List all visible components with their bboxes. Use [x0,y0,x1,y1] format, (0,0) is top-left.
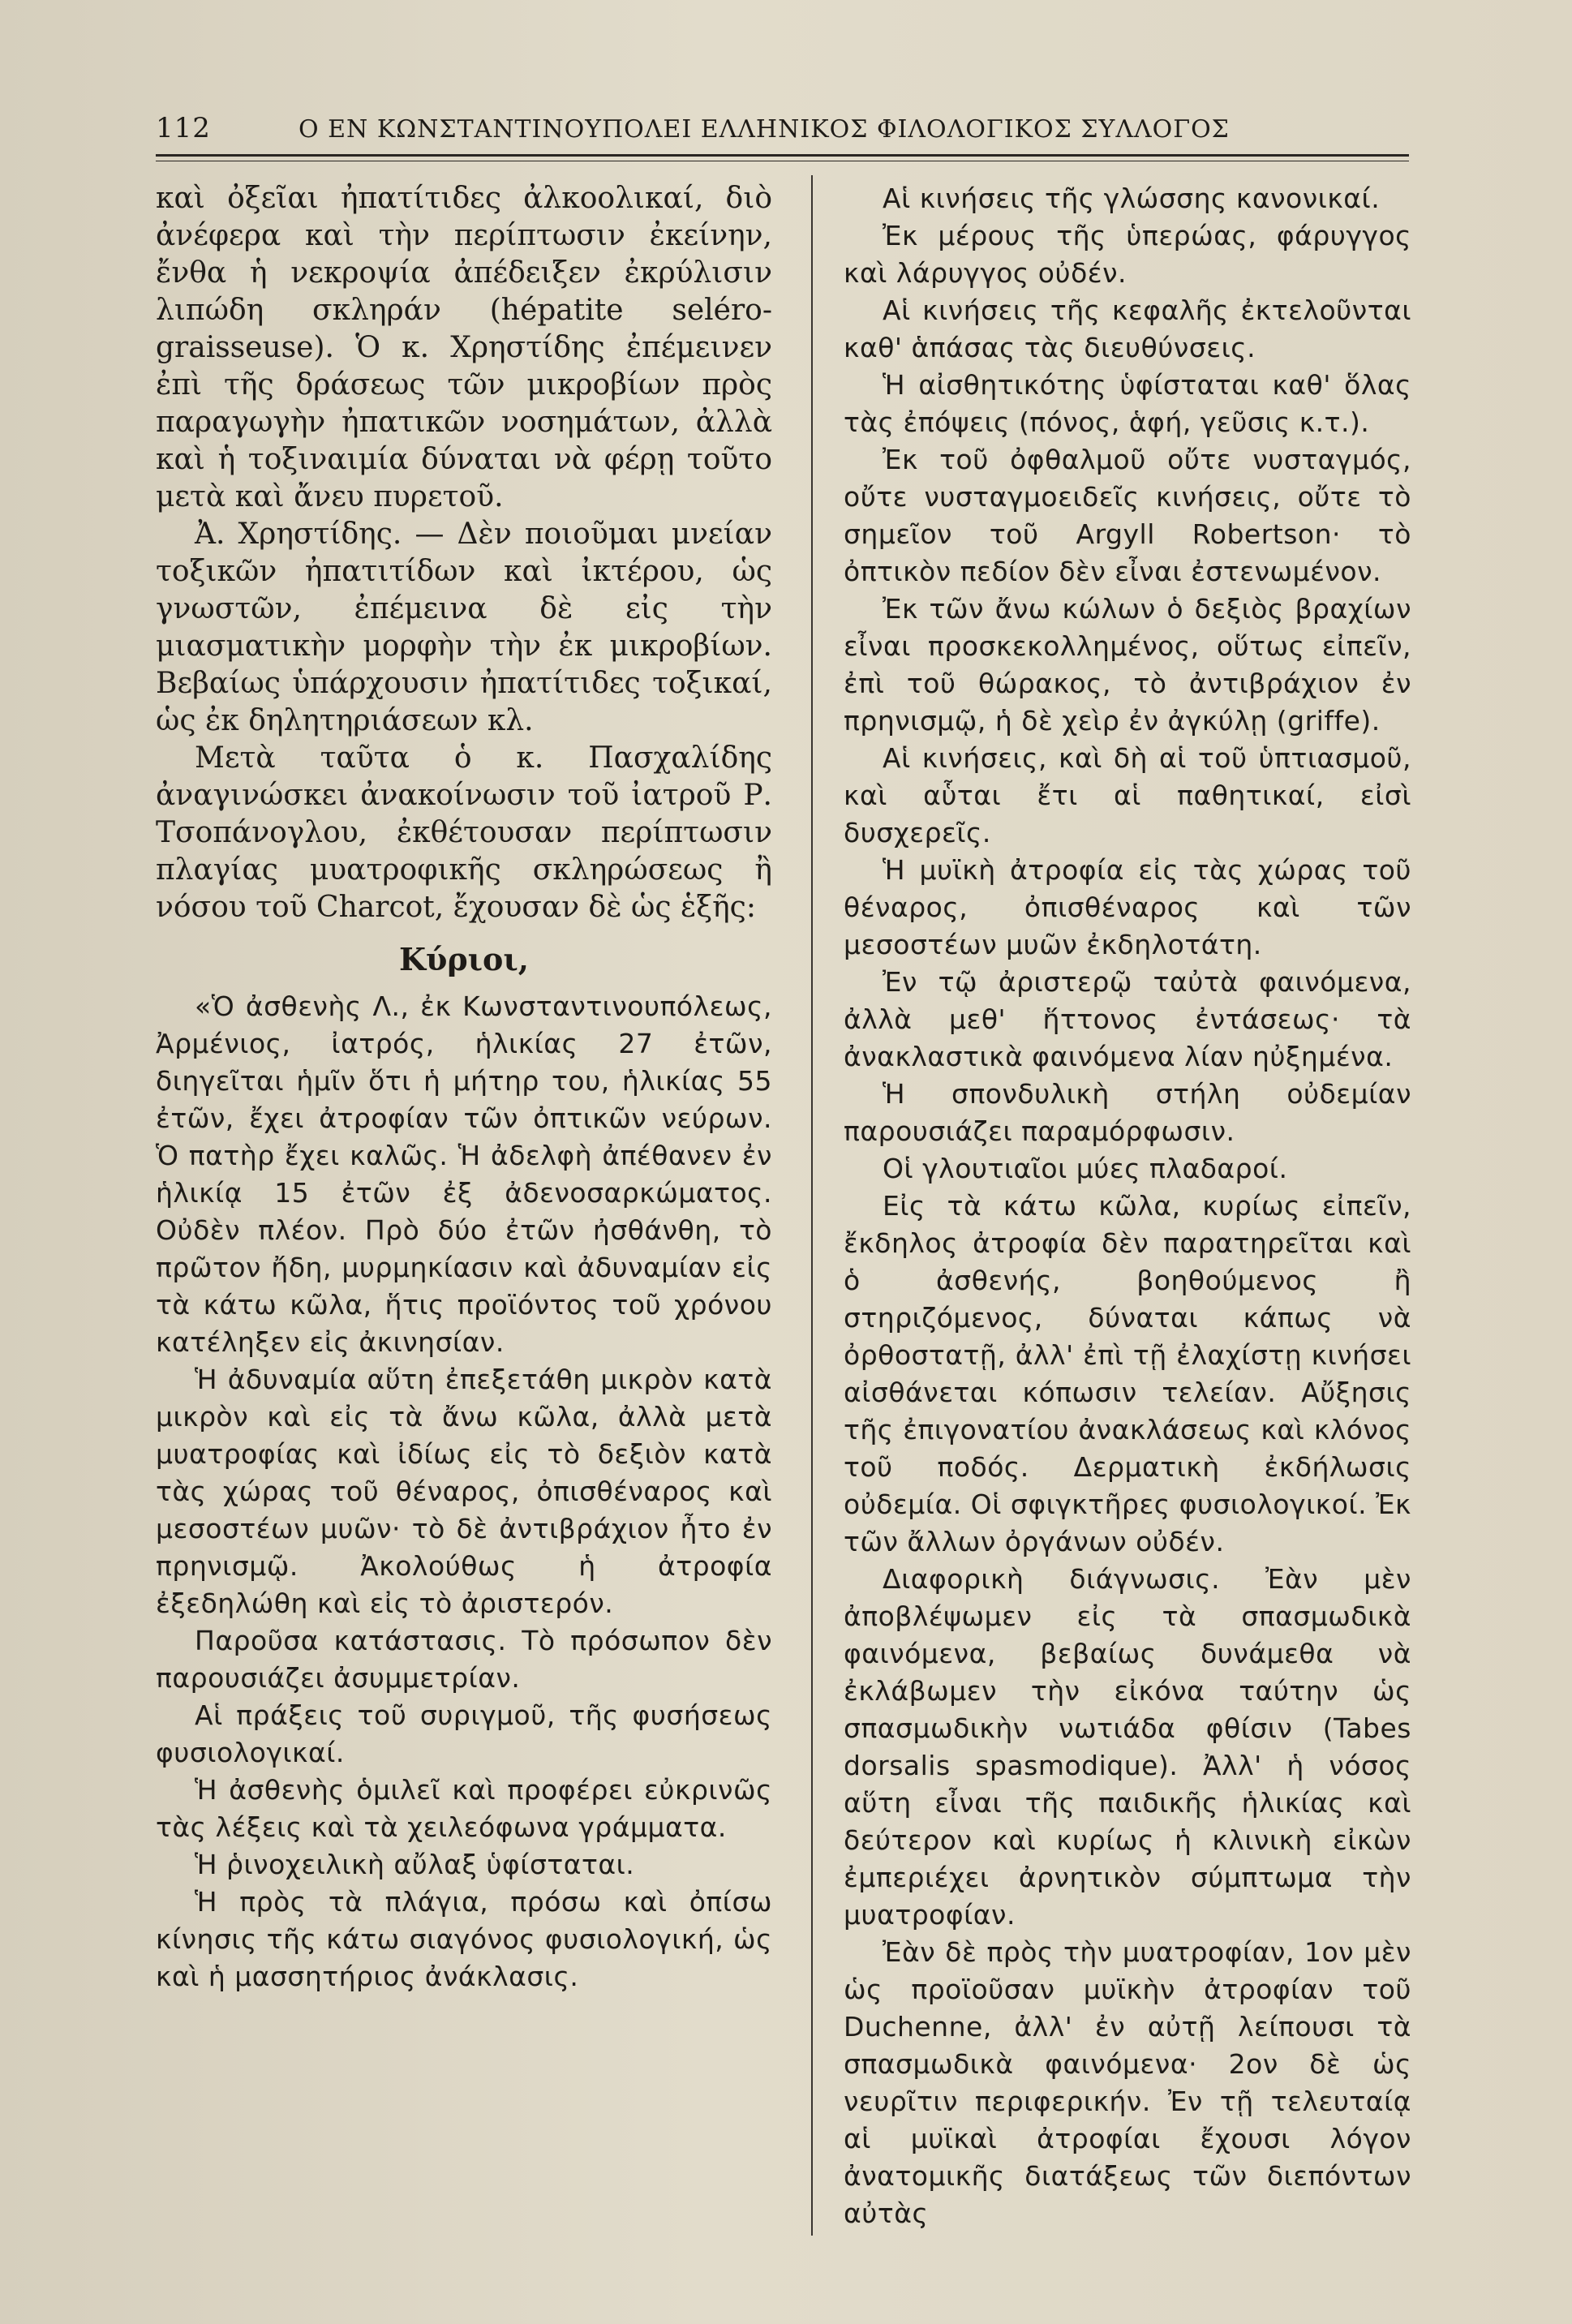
left-column [156,180,772,1995]
page-header [156,112,1409,144]
salutation: Κύριοι, [398,941,529,977]
paragraph: Διαφορικὴ διάγνωσις. Ἐὰν μὲν ἀποβλέψωμεν εἰς τὰ σπασμωδικὰ φαινόμενα, βεβαίως δυνάμεθα νὰ ἐκλάβωμεν τὴν εἰκόνα ταύτην ὡς σπασμωδικὴν νωτιάδα φθίσιν (Tabes dorsalis spasmodique). Ἀλλ' ἡ νόσος αὕτη εἶναι τῆς παιδικῆς ἡλικίας καὶ δεύτερον καὶ κυρίως ἡ κλινικὴ εἰκὼν ἐμπεριέχει ἀρνητικὸν σύμπτωμα τὴν μυατροφίαν. [844,1563,1411,1931]
paragraph: «Ὁ ἀσθενὴς Λ., ἐκ Κωνσταντινουπόλεως, Ἀρμένιος, ἰατρός, ἡλικίας 27 ἐτῶν, διηγεῖται ἡμῖν ὅτι ἡ μήτηρ του, ἡλικίας 55 ἐτῶν, ἔχει ἀτροφίαν τῶν ὀπτικῶν νεύρων. Ὁ πατὴρ ἔχει καλῶς. Ἡ ἀδελφὴ ἀπέθανεν ἐν ἡλικίᾳ 15 ἐτῶν ἐξ ἀδενοσαρκώματος. Οὐδὲν πλέον. Πρὸ δύο ἐτῶν ἠσθάνθη, τὸ πρῶτον ἤδη, μυρμηκίασιν καὶ ἀδυναμίαν εἰς τὰ κάτω κῶλα, ἥτις προϊόντος τοῦ χρόνου κατέληξεν εἰς ἀκινησίαν. [156,990,772,1358]
paragraph: Ἐν τῷ ἀριστερῷ ταὐτὰ φαινόμενα, ἀλλὰ μεθ' ἥττονος ἐντάσεως· τὰ ἀνακλαστικὰ φαινόμενα λίαν ηὐξημένα. [844,966,1411,1072]
right-column [844,180,1411,2232]
paragraph: Ἐκ τῶν ἄνω κώλων ὁ δεξιὸς βραχίων εἶναι προσκεκολλημένος, οὕτως εἰπεῖν, ἐπὶ τοῦ θώρακος, τὸ ἀντιβράχιον ἐν πρηνισμῷ, ἡ δὲ χεὶρ ἐν ἀγκύλῃ (griffe). [844,593,1411,737]
paragraph: Ἡ ἀσθενὴς ὁμιλεῖ καὶ προφέρει εὐκρινῶς τὰς λέξεις καὶ τὰ χειλεόφωνα γράμματα. [156,1774,772,1843]
paragraph: καὶ ὀξεῖαι ἠπατίτιδες ἀλκοολικαί, διὸ ἀνέφερα καὶ τὴν περίπτωσιν ἐκείνην, ἔνθα ἡ νεκροψία ἀπέδειξεν ἐκρύλισιν λιπώδη σκληράν (hépatite seléro-graisseuse). Ὁ κ. Χρηστίδης ἐπέμεινεν ἐπὶ τῆς δράσεως τῶν μικροβίων πρὸς παραγωγὴν ἠπατικῶν νοσημάτων, ἀλλὰ καὶ ἡ τοξιναιμία δύναται νὰ φέρῃ τοῦτο μετὰ καὶ ἄνευ πυρετοῦ. [156,182,772,513]
paragraph: Αἱ κινήσεις τῆς κεφαλῆς ἐκτελοῦνται καθ' ἁπάσας τὰς διευθύνσεις. [844,294,1411,363]
running-head: Ο ΕΝ ΚΩΝΣΤΑΝΤΙΝΟΥΠΟΛΕΙ ΕΛΛΗΝΙΚΟΣ ΦΙΛΟΛΟΓΙΚΟΣ ΣΥΛΛΟΓΟΣ [299,115,1230,144]
paragraph: Αἱ κινήσεις, καὶ δὴ αἱ τοῦ ὑπτιασμοῦ, καὶ αὗται ἔτι αἱ παθητικαί, εἰσὶ δυσχερεῖς. [844,742,1411,848]
paragraph: Οἱ γλουτιαῖοι μύες πλαδαροί. [883,1153,1288,1184]
paragraph: Ἡ αἰσθητικότης ὑφίσταται καθ' ὅλας τὰς ἐπόψεις (πόνος, ἁφή, γεῦσις κ.τ.). [844,369,1411,438]
paragraph: Ἡ ἀδυναμία αὕτη ἐπεξετάθη μικρὸν κατὰ μικρὸν καὶ εἰς τὰ ἄνω κῶλα, ἀλλὰ μετὰ μυατροφίας καὶ ἰδίως εἰς τὸ δεξιὸν κατὰ τὰς χώρας τοῦ θέναρος, ὀπισθέναρος καὶ μεσοστέων μυῶν· τὸ δὲ ἀντιβράχιον ἦτο ἐν πρηνισμῷ. Ἀκολούθως ἡ ἀτροφία ἐξεδηλώθη καὶ εἰς τὸ ἀριστερόν. [156,1364,772,1619]
column-divider [811,175,813,2236]
paragraph: Παροῦσα κατάστασις. Τὸ πρόσωπον δὲν παρουσιάζει ἀσυμμετρίαν. [156,1625,772,1694]
paragraph: Αἱ πράξεις τοῦ συριγμοῦ, τῆς φυσήσεως φυσιολογικαί. [156,1699,772,1768]
paragraph: Ἐὰν δὲ πρὸς τὴν μυατροφίαν, 1ον μὲν ὡς προϊοῦσαν μυϊκὴν ἀτροφίαν τοῦ Duchenne, ἀλλ' ἐν αὐτῇ λείπουσι τὰ σπασμωδικὰ φαινόμενα· 2ον δὲ ὡς νευρῖτιν περιφερικήν. Ἐν τῇ τελευταίᾳ αἱ μυϊκαὶ ἀτροφίαι ἔχουσι λόγον ἀνατομικῆς διατάξεως τῶν διεπόντων αὐτὰς [844,1936,1411,2229]
paragraph: Ἡ μυϊκὴ ἀτροφία εἰς τὰς χώρας τοῦ θέναρος, ὀπισθέναρος καὶ τῶν μεσοστέων μυῶν ἐκδηλοτάτη. [844,854,1411,960]
paragraph: Ἐκ μέρους τῆς ὑπερώας, φάρυγγος καὶ λάρυγγος οὐδέν. [844,220,1411,289]
page-number: 112 [156,112,211,144]
paragraph: Ἀ. Χρηστίδης. — Δὲν ποιοῦμαι μνείαν τοξικῶν ἠπατιτίδων καὶ ἰκτέρου, ὡς γνωστῶν, ἐπέμεινα δὲ εἰς τὴν μιασματικὴν μορφὴν τὴν ἐκ μικροβίων. Βεβαίως ὑπάρχουσιν ἠπατίτιδες τοξικαί, ὡς ἐκ δηλητηριάσεων κλ. [156,518,772,737]
paragraph: Αἱ κινήσεις τῆς γλώσσης κανονικαί. [883,183,1381,214]
paragraph: Εἰς τὰ κάτω κῶλα, κυρίως εἰπεῖν, ἔκδηλος ἀτροφία δὲν παρατηρεῖται καὶ ὁ ἀσθενής, βοηθούμενος ἢ στηριζόμενος, δύναται κάπως νὰ ὀρθοστατῇ, ἀλλ' ἐπὶ τῇ ἐλαχίστῃ κινήσει αἰσθάνεται κόπωσιν τελείαν. Αὔξησις τῆς ἐπιγονατίου ἀνακλάσεως καὶ κλόνος τοῦ ποδός. Δερματικὴ ἐκδήλωσις οὐδεμία. Οἱ σφιγκτῆρες φυσιολογικοί. Ἐκ τῶν ἄλλων ὀργάνων οὐδέν. [844,1190,1411,1557]
paragraph: Ἡ σπονδυλικὴ στήλη οὐδεμίαν παρουσιάζει παραμόρφωσιν. [844,1078,1411,1147]
paragraph: Ἐκ τοῦ ὀφθαλμοῦ οὔτε νυσταγμός, οὔτε νυσταγμοειδεῖς κινήσεις, οὔτε τὸ σημεῖον τοῦ Argyll Robertson· τὸ ὀπτικὸν πεδίον δὲν εἶναι ἐστενωμένον. [844,444,1411,587]
paragraph: Μετὰ ταῦτα ὁ κ. Πασχαλίδης ἀναγινώσκει ἀνακοίνωσιν τοῦ ἰατροῦ Ρ. Τσοπάνογλου, ἐκθέτουσαν περίπτωσιν πλαγίας μυατροφικῆς σκληρώσεως ἢ νόσου τοῦ Charcot, ἔχουσαν δὲ ὡς ἑξῆς: [156,741,772,924]
paragraph: Ἡ ῥινοχειλικὴ αὔλαξ ὑφίσταται. [195,1849,635,1880]
header-rule-thick [156,154,1409,157]
paragraph: Ἡ πρὸς τὰ πλάγια, πρόσω καὶ ὀπίσω κίνησις τῆς κάτω σιαγόνος φυσιολογική, ὡς καὶ ἡ μασσητήριος ἀνάκλασις. [156,1886,772,1992]
